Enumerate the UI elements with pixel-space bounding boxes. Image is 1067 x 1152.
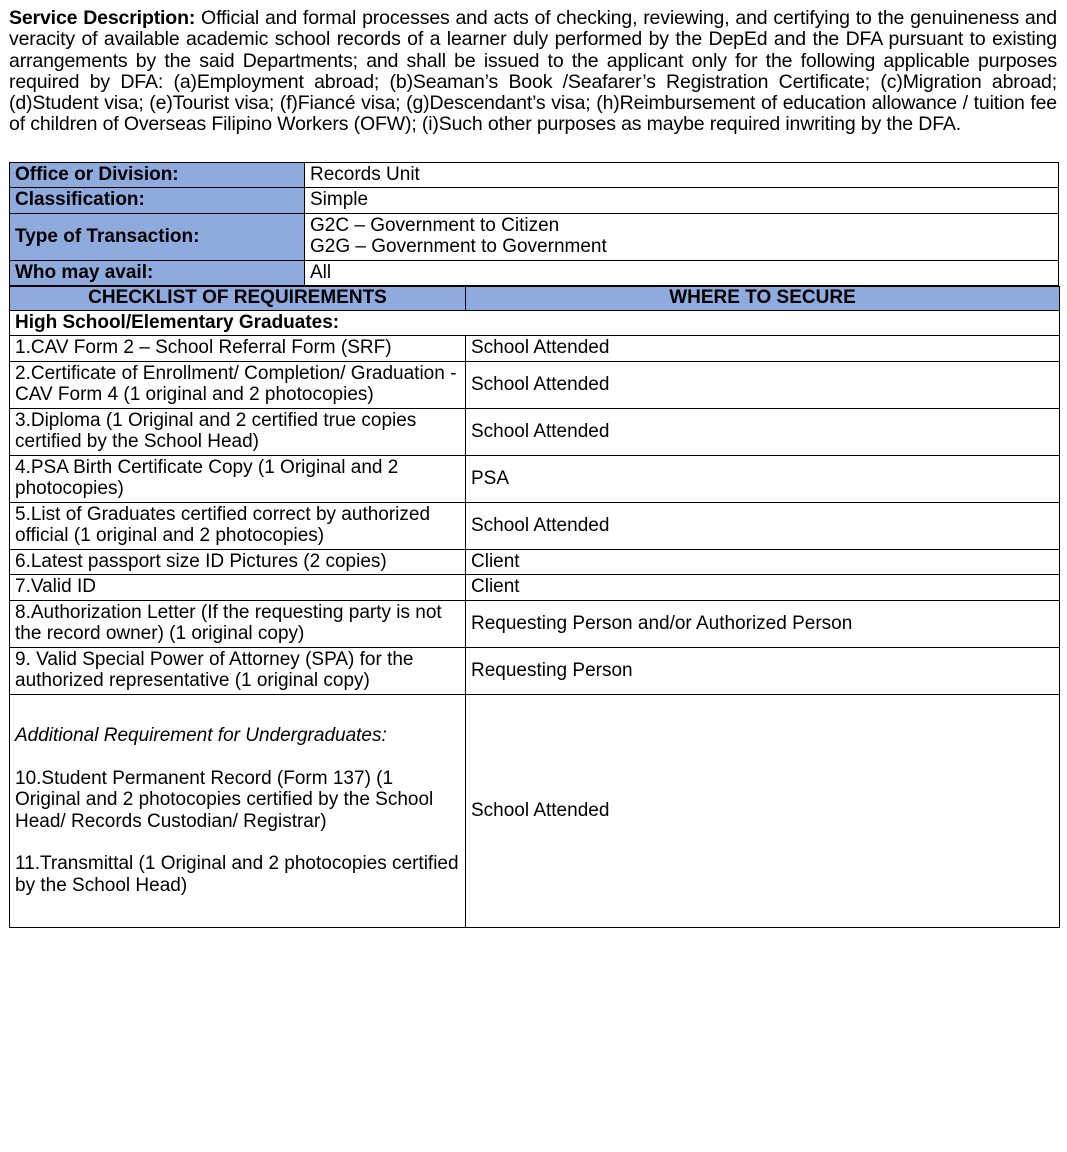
table-row [10, 575, 1060, 601]
info-value-classification: Simple [305, 188, 1059, 214]
table-header-row [10, 287, 1060, 311]
requirement-5: 5.List of Graduates certified correct by authorized official (1 original and 2 photocopies) [10, 502, 466, 549]
info-key-classification: Classification: [10, 188, 305, 214]
checklist-requirements-table [9, 286, 1060, 928]
service-description-body: Official and formal processes and acts of checking, reviewing, and certifying to the genuineness and veracity of available academic school records of a learner duly performed by the DepEd and the DFA pursuant to existing arrangements by the said Departments; and shall be issued to the applicant only for the following applicable purposes required by DFA: (a)Employment abroad; (b)Seaman’s Book /Seafarer’s Registration Certificate; (c)Migration abroad; (d)Student visa; (e)Tourist visa; (f)Fiancé visa; (g)Descendant’s visa; (h)Reimbursement of education allowance / tuition fee of children of Overseas Filipino Workers (OFW); (i)Such other purposes as maybe required inwriting by the DFA. [9, 7, 1058, 136]
table-row [10, 647, 1060, 694]
requirement-6: 6.Latest passport size ID Pictures (2 copies) [10, 549, 466, 575]
info-key-type-of-transaction: Type of Transaction: [10, 213, 305, 260]
info-key-who-may-avail: Who may avail: [10, 260, 305, 286]
where-to-secure-9: Requesting Person [466, 647, 1060, 694]
table-row [10, 694, 1060, 927]
info-value-type-of-transaction [305, 213, 1059, 260]
where-to-secure-5: School Attended [466, 502, 1060, 549]
transaction-type-g2g: G2G – Government to Government [310, 236, 607, 258]
section-title-high-school-elementary-graduates: High School/Elementary Graduates: [10, 310, 1060, 336]
service-description-label: Service Description: [9, 7, 196, 29]
table-row [10, 549, 1060, 575]
table-row [10, 162, 1059, 188]
requirement-7: 7.Valid ID [10, 575, 466, 601]
where-to-secure-3: School Attended [466, 408, 1060, 455]
table-section-row [10, 310, 1060, 336]
where-to-secure-4: PSA [466, 455, 1060, 502]
requirement-8: 8.Authorization Letter (If the requesting party is not the record owner) (1 original copy) [10, 600, 466, 647]
table-row [10, 188, 1059, 214]
spacer-line [15, 832, 460, 853]
requirement-9: 9. Valid Special Power of Attorney (SPA) for the authorized representative (1 original copy) [10, 647, 466, 694]
requirement-10: 10.Student Permanent Record (Form 137) (1 Original and 2 photocopies certified by the School Head/ Records Custodian/ Registrar) [15, 767, 434, 832]
where-to-secure-1: School Attended [466, 336, 1060, 362]
requirement-3: 3.Diploma (1 Original and 2 certified true copies certified by the School Head) [10, 408, 466, 455]
table-row [10, 408, 1060, 455]
requirement-11: 11.Transmittal (1 Original and 2 photocopies certified by the School Head) [15, 853, 459, 896]
table-row [10, 502, 1060, 549]
where-to-secure-8: Requesting Person and/or Authorized Person [466, 600, 1060, 647]
undergraduate-subtitle: Additional Requirement for Undergraduates: [15, 725, 387, 747]
where-to-secure-2: School Attended [466, 361, 1060, 408]
table-row [10, 213, 1059, 260]
where-to-secure-7: Client [466, 575, 1060, 601]
info-value-who-may-avail: All [305, 260, 1059, 286]
table-row [10, 260, 1059, 286]
where-to-secure-undergraduate: School Attended [466, 694, 1060, 927]
service-info-table [9, 162, 1059, 287]
column-header-where-to-secure: WHERE TO SECURE [466, 287, 1060, 311]
table-row [10, 336, 1060, 362]
transaction-type-g2c: G2C – Government to Citizen [310, 214, 560, 236]
where-to-secure-6: Client [466, 549, 1060, 575]
requirement-4: 4.PSA Birth Certificate Copy (1 Original and 2 photocopies) [10, 455, 466, 502]
requirement-2: 2.Certificate of Enrollment/ Completion/ Graduation - CAV Form 4 (1 original and 2 photocopies) [10, 361, 466, 408]
table-row [10, 600, 1060, 647]
spacer-line [15, 747, 460, 768]
table-row [10, 455, 1060, 502]
undergraduate-requirements-cell [10, 694, 466, 927]
info-value-office-or-division: Records Unit [305, 162, 1059, 188]
service-description-paragraph [9, 8, 1057, 136]
requirement-1: 1.CAV Form 2 – School Referral Form (SRF) [10, 336, 466, 362]
info-key-office-or-division: Office or Division: [10, 162, 305, 188]
column-header-checklist-of-requirements: CHECKLIST OF REQUIREMENTS [10, 287, 466, 311]
table-row [10, 361, 1060, 408]
